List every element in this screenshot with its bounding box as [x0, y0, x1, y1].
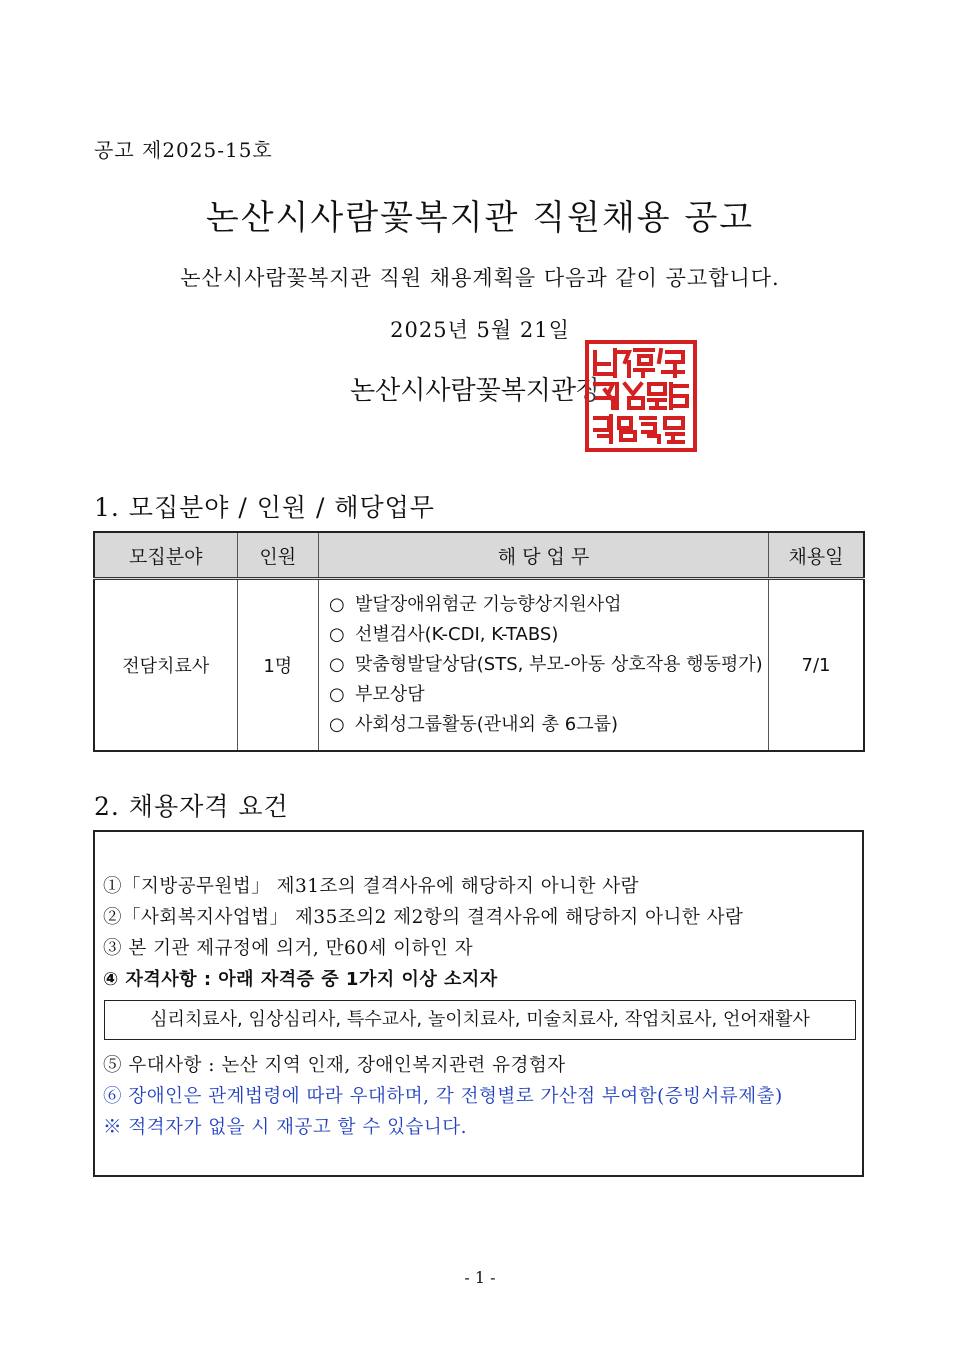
section1-heading: 1. 모집분야 / 인원 / 해당업무 [94, 493, 435, 522]
bullet-icon: ○ [329, 594, 345, 615]
requirement-item-3: ③ 본 기관 제규정에 의거, 만60세 이하인 자 [103, 938, 474, 959]
notice-date: 2025년 5월 21일 [390, 318, 570, 342]
disability-note: ⑥ 장애인은 관계법령에 따라 우대하며, 각 전형별로 가산점 부여함(증빙서류제출) [103, 1086, 783, 1107]
preference-item: ⑤ 우대사항 : 논산 지역 인재, 장애인복지관련 유경험자 [103, 1055, 566, 1076]
cell-count: 1명 [237, 579, 319, 752]
duty-item: ○ 맞춤형발달상담(STS, 부모-아동 상호작용 행동평가) [329, 650, 768, 680]
duty-item: ○ 발달장애위험군 기능향상지원사업 [329, 590, 768, 620]
duty-item: ○ 사회성그룹활동(관내외 총 6그룹) [329, 710, 768, 740]
header-field: 모집분야 [94, 532, 237, 579]
cell-field: 전담치료사 [94, 579, 237, 752]
requirement-item-4: ④ 자격사항 : 아래 자격증 중 1가지 이상 소지자 [103, 969, 498, 990]
duty-item: ○ 부모상담 [329, 680, 768, 710]
table-header-row [94, 532, 864, 579]
requirement-item-2: ②「사회복지사업법」 제35조의2 제2항의 결격사유에 해당하지 아니한 사람 [103, 907, 744, 928]
bullet-icon: ○ [329, 654, 345, 675]
organization-name: 논산시사람꽃복지관장 [350, 376, 602, 406]
header-start-date: 채용일 [768, 532, 864, 579]
bullet-icon: ○ [329, 714, 345, 735]
header-duties: 해 당 업 무 [319, 532, 769, 579]
requirement-item-1: ①「지방공무원법」 제31조의 결격사유에 해당하지 아니한 사람 [103, 876, 639, 897]
table-row [94, 579, 864, 752]
certificate-list: 심리치료사, 임상심리사, 특수교사, 놀이치료사, 미술치료사, 작업치료사, 언어재활사 [104, 1000, 856, 1040]
bullet-icon: ○ [329, 624, 345, 645]
page-number: - 1 - [464, 1268, 496, 1287]
bullet-icon: ○ [329, 684, 345, 705]
official-seal-icon [585, 340, 697, 452]
cell-duties [319, 579, 769, 752]
cell-start-date: 7/1 [768, 579, 864, 752]
repost-note: ※ 적격자가 없을 시 재공고 할 수 있습니다. [103, 1117, 467, 1138]
header-count: 인원 [237, 532, 319, 579]
notice-number: 공고 제2025-15호 [94, 138, 273, 162]
duty-item: ○ 선별검사(K-CDI, K-TABS) [329, 620, 768, 650]
section2-heading: 2. 채용자격 요건 [94, 792, 289, 821]
recruitment-table [93, 531, 865, 752]
page-title: 논산시사람꽃복지관 직원채용 공고 [205, 198, 755, 238]
intro-text: 논산시사람꽃복지관 직원 채용계획을 다음과 같이 공고합니다. [180, 266, 780, 290]
